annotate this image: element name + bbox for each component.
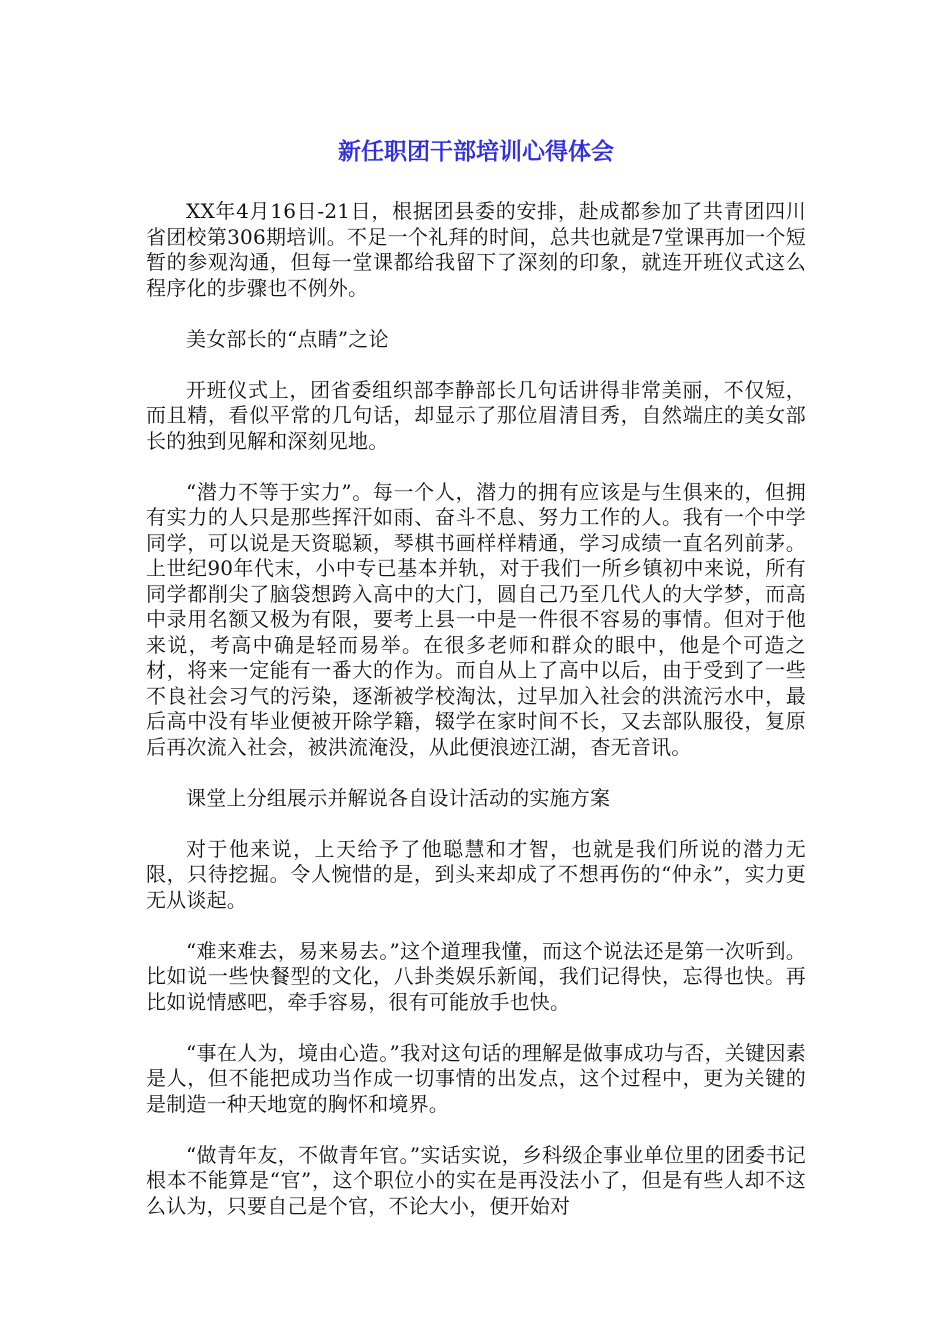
- paragraph-talent: 对于他来说，上天给予了他聪慧和才智，也就是我们所说的潜力无限，只待挖掘。令人惋惜的是，到头来却成了不想再伤的“仲永”，实力更无从谈起。: [146, 836, 806, 912]
- section-heading-group-presentation: 课堂上分组展示并解说各自设计活动的实施方案: [186, 785, 611, 810]
- paragraph-human-effort: “事在人为，境由心造。”我对这句话的理解是做事成功与否，关键因素是人，但不能把成功当作成一切事情的出发点，这个过程中，更为关键的是制造一种天地宽的胸怀和境界。: [146, 1040, 806, 1116]
- paragraph-intro: XX年4月16日-21日，根据团县委的安排，赴成都参加了共青团四川省团校第306期培训。不足一个礼拜的时间，总共也就是7堂课再加一个短暂的参观沟通，但每一堂课都给我留下了深刻的印象，就连开班仪式这么程序化的步骤也不例外。: [146, 199, 806, 300]
- paragraph-youth-friend: “做青年友，不做青年官。”实话实说，乡科级企事业单位里的团委书记根本不能算是“官”，这个职位小的实在是再没法小了，但是有些人却不这么认为，只要自己是个官，不论大小，便开始对: [146, 1142, 806, 1218]
- document-title: 新任职团干部培训心得体会: [338, 139, 614, 165]
- section-heading-minister: 美女部长的“点睛”之论: [186, 326, 389, 351]
- paragraph-opening-ceremony: 开班仪式上，团省委组织部李静部长几句话讲得非常美丽，不仅短，而且精，看似平常的几句话，却显示了那位眉清目秀，自然端庄的美女部长的独到见解和深刻见地。: [146, 377, 806, 453]
- document-body: [146, 199, 806, 1245]
- paragraph-easy-come: “难来难去，易来易去。”这个道理我懂，而这个说法还是第一次听到。比如说一些快餐型的文化，八卦类娱乐新闻，我们记得快，忘得也快。再比如说情感吧，牵手容易，很有可能放手也快。: [146, 938, 806, 1014]
- paragraph-potential: “潜力不等于实力”。每一个人，潜力的拥有应该是与生俱来的，但拥有实力的人只是那些挥汗如雨、奋斗不息、努力工作的人。我有一个中学同学，可以说是天资聪颖，琴棋书画样样精通，学习成绩一直名列前茅。上世纪90年代末，小中专已基本并轨，对于我们一所乡镇初中来说，所有同学都削尖了脑袋想跨入高中的大门，圆自己乃至几代人的大学梦，而高中录用名额又极为有限，要考上县一中是一件很不容易的事情。但对于他来说，考高中确是轻而易举。在很多老师和群众的眼中，他是个可造之材，将来一定能有一番大的作为。而自从上了高中以后，由于受到了一些不良社会习气的污染，逐渐被学校淘汰，过早加入社会的洪流污水中，最后高中没有毕业便被开除学籍，辍学在家时间不长，又去部队服役，复原后再次流入社会，被洪流淹没，从此便浪迹江湖，杳无音讯。: [146, 479, 806, 759]
